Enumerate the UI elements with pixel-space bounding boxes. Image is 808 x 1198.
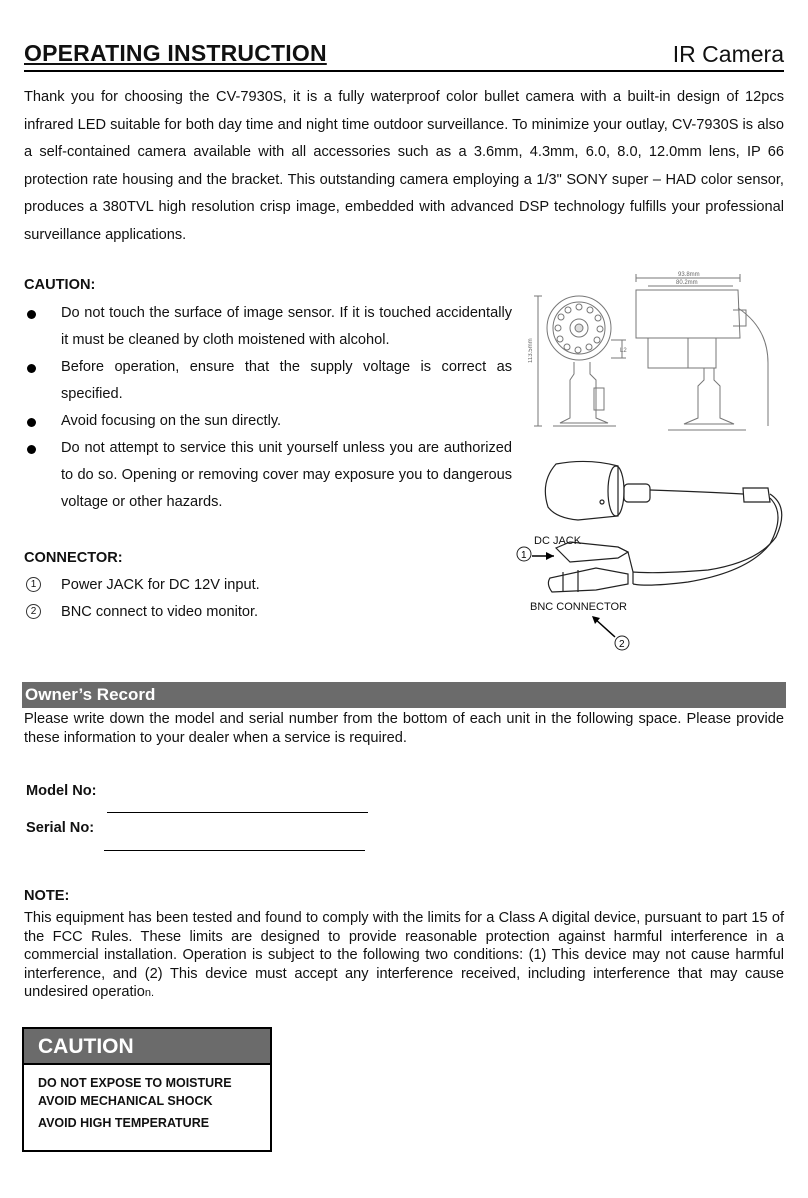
note-text: This equipment has been tested and found to comply with the limits for a Class A digital device, pursuant to part 15 of the FCC Rules. These limits are designed to provide reasonable protection against harmful interference in a commercial installation. Operation is subject to the following two conditions: (1) This device may not cause harmful interference, and (2) This device must accept any interference received, including interference that may cause undesired operatio — [24, 910, 784, 1000]
dim-inner-label: 80.2mm — [676, 280, 698, 286]
note-text-end: n. — [144, 987, 155, 999]
caution-item-text: Avoid focusing on the sun directly. — [61, 413, 282, 429]
dc-jack-label: DC JACK — [534, 535, 582, 547]
list-item — [24, 300, 512, 354]
connector-heading: CONNECTOR: — [24, 550, 123, 566]
caution-box-line: AVOID HIGH TEMPERATURE — [38, 1116, 210, 1130]
callout-1-icon: 1 — [521, 550, 527, 561]
serial-no-field[interactable] — [104, 850, 365, 851]
owners-record-heading: Owner’s Record — [22, 682, 786, 708]
caution-item-text: Do not touch the surface of image sensor. If it is touched accidentally it must be cleaned by cloth moistened with alcohol. — [61, 305, 512, 348]
dim-small-label: L2 — [620, 348, 627, 354]
owners-record-text: Please write down the model and serial number from the bottom of each unit in the following space. Please provide these information to your dealer when a service is required. — [24, 711, 784, 746]
list-item — [24, 575, 444, 602]
circled-number-icon: 1 — [26, 577, 41, 592]
caution-list — [24, 300, 512, 516]
bullet-icon — [27, 310, 36, 319]
list-item — [24, 354, 512, 408]
caution-heading: CAUTION: — [24, 277, 96, 293]
bnc-connector-label: BNC CONNECTOR — [530, 601, 627, 613]
note-paragraph — [24, 909, 784, 1003]
caution-box-title: CAUTION — [24, 1029, 270, 1065]
connector-item-text: Power JACK for DC 12V input. — [61, 577, 260, 593]
note-heading: NOTE: — [24, 888, 70, 904]
caution-box-line: AVOID MECHANICAL SHOCK — [38, 1094, 213, 1108]
camera-dimension-drawing — [528, 268, 778, 448]
model-no-label: Model No: — [26, 783, 97, 799]
bullet-icon — [27, 445, 36, 454]
caution-item-text: Do not attempt to service this unit yourself unless you are authorized to do so. Opening or removing cover may exposure you to dangerous voltage or other hazards. — [61, 440, 512, 510]
intro-paragraph: Thank you for choosing the CV-7930S, it is a fully waterproof color bullet camera with a built-in design of 12pcs infrared LED suitable for both day time and night time outdoor surveillance. To minimize your outlay, CV-7930S is also a self-contained camera available with all accessories such as a 3.6mm, 4.3mm, 6.0, 8.0, 12.0mm lens, IP 66 protection rate housing and the bracket. This outstanding camera employing a 1/3" SONY super – HAD color sensor, produces a 380TVL high resolution crisp image, embedded with advanced DSP technology fulfills your professional surveillance applications. — [24, 89, 784, 243]
camera-drawing-icon — [528, 268, 778, 448]
list-item — [24, 408, 512, 435]
cable-connector-drawing — [508, 452, 800, 662]
connector-list — [24, 575, 444, 629]
list-item — [24, 435, 512, 516]
page-subtitle: IR Camera — [672, 41, 784, 67]
list-item — [24, 602, 444, 629]
circled-number-icon: 2 — [26, 604, 41, 619]
model-no-field[interactable] — [107, 812, 368, 813]
connector-item-text: BNC connect to video monitor. — [61, 604, 259, 620]
caution-item-text: Before operation, ensure that the supply voltage is correct as specified. — [61, 359, 512, 402]
dim-top-label: 93.8mm — [678, 272, 700, 278]
callout-2-icon: 2 — [619, 639, 625, 650]
title-row — [24, 40, 784, 72]
cable-drawing-icon — [508, 452, 800, 662]
dim-height-label: 113.5mm — [528, 338, 534, 363]
page-title: OPERATING INSTRUCTION — [24, 40, 327, 66]
bullet-icon — [27, 418, 36, 427]
caution-box — [22, 1027, 272, 1152]
serial-no-label: Serial No: — [26, 820, 95, 836]
bullet-icon — [27, 364, 36, 373]
caution-box-line: DO NOT EXPOSE TO MOISTURE — [38, 1076, 232, 1090]
